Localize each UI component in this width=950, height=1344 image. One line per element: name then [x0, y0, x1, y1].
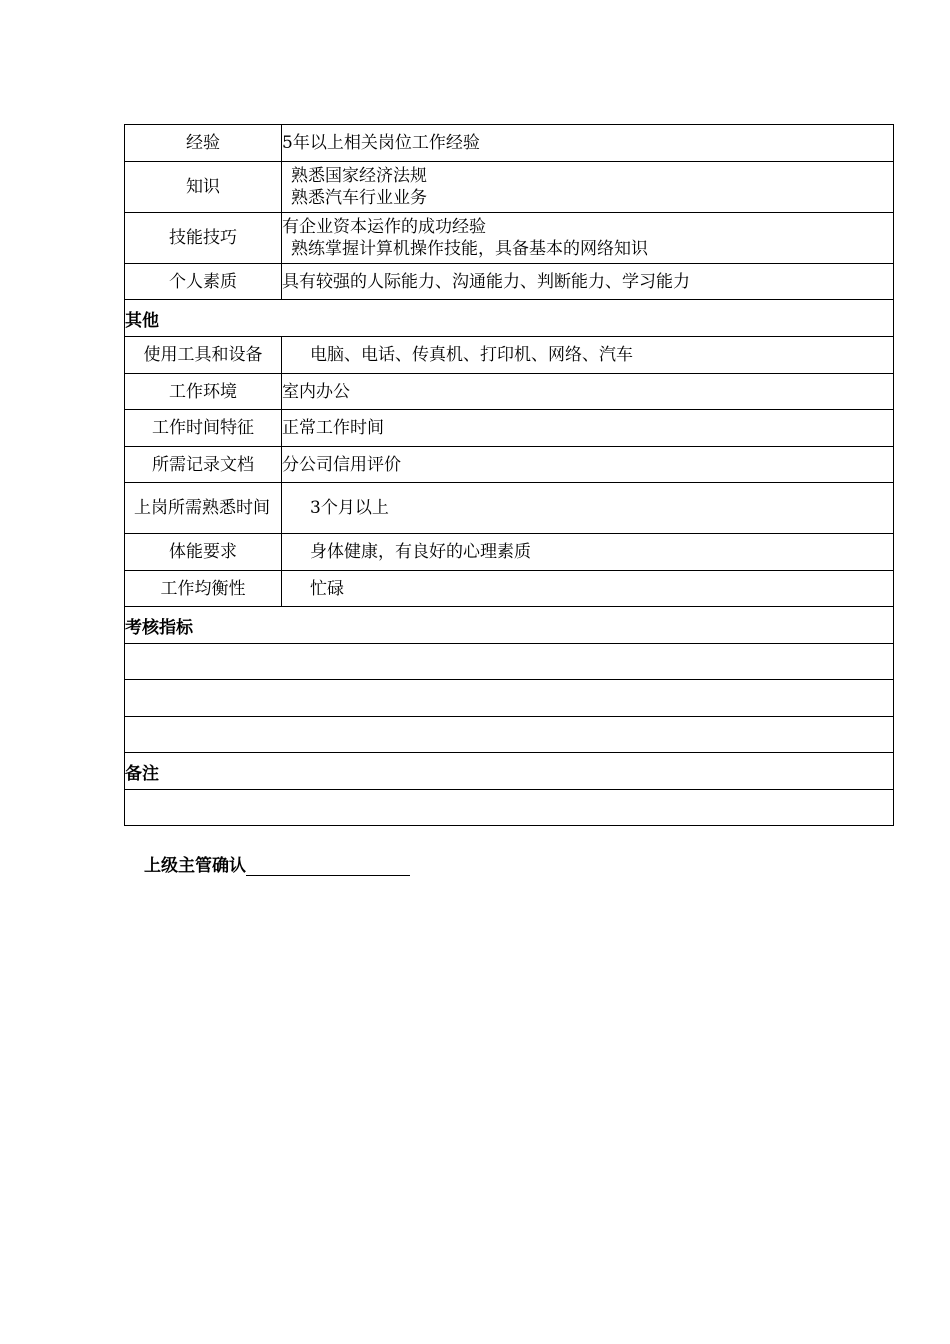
assessment-section-title: 考核指标 — [125, 607, 894, 644]
skills-line-1: 有企业资本运作的成功经验 — [282, 217, 486, 237]
remarks-blank-cell — [125, 790, 894, 826]
physical-label: 体能要求 — [125, 534, 282, 571]
assessment-blank-cell — [125, 717, 894, 753]
skills-label: 技能技巧 — [125, 213, 282, 264]
assessment-blank-row — [125, 680, 894, 717]
other-section-row — [125, 300, 894, 337]
familiarization-label: 上岗所需熟悉时间 — [125, 483, 282, 534]
balance-value: 忙碌 — [282, 571, 894, 607]
knowledge-value — [282, 162, 894, 213]
environment-label: 工作环境 — [125, 374, 282, 410]
skills-value — [282, 213, 894, 264]
signature-line — [246, 856, 410, 876]
physical-row — [125, 534, 894, 571]
familiarization-value: 3个月以上 — [282, 483, 894, 534]
knowledge-row — [125, 162, 894, 213]
experience-row — [125, 125, 894, 162]
assessment-section-row — [125, 607, 894, 644]
tools-row — [125, 337, 894, 374]
experience-label: 经验 — [125, 125, 282, 162]
job-description-table — [124, 124, 894, 826]
assessment-blank-row — [125, 644, 894, 680]
tools-label: 使用工具和设备 — [125, 337, 282, 374]
skills-line-2: 熟练掌握计算机操作技能，具备基本的网络知识 — [291, 239, 648, 259]
balance-label: 工作均衡性 — [125, 571, 282, 607]
supervisor-signoff — [144, 851, 410, 876]
records-value: 分公司信用评价 — [282, 447, 894, 483]
records-row — [125, 447, 894, 483]
qualities-value: 具有较强的人际能力、沟通能力、判断能力、学习能力 — [282, 264, 894, 300]
records-label: 所需记录文档 — [125, 447, 282, 483]
environment-row — [125, 374, 894, 410]
knowledge-line-1: 熟悉国家经济法规 — [291, 166, 427, 186]
other-section-title: 其他 — [125, 300, 894, 337]
assessment-blank-cell — [125, 680, 894, 717]
physical-value: 身体健康，有良好的心理素质 — [282, 534, 894, 571]
qualities-row — [125, 264, 894, 300]
knowledge-label: 知识 — [125, 162, 282, 213]
work-time-value: 正常工作时间 — [282, 410, 894, 447]
remarks-blank-row — [125, 790, 894, 826]
qualities-label: 个人素质 — [125, 264, 282, 300]
remarks-section-row — [125, 753, 894, 790]
work-time-label: 工作时间特征 — [125, 410, 282, 447]
tools-value: 电脑、电话、传真机、打印机、网络、汽车 — [282, 337, 894, 374]
skills-row — [125, 213, 894, 264]
work-time-row — [125, 410, 894, 447]
environment-value: 室内办公 — [282, 374, 894, 410]
familiarization-row — [125, 483, 894, 534]
experience-value: 5年以上相关岗位工作经验 — [282, 125, 894, 162]
knowledge-line-2: 熟悉汽车行业业务 — [291, 188, 427, 208]
signoff-label: 上级主管确认 — [144, 856, 246, 876]
remarks-section-title: 备注 — [125, 753, 894, 790]
assessment-blank-row — [125, 717, 894, 753]
balance-row — [125, 571, 894, 607]
assessment-blank-cell — [125, 644, 894, 680]
